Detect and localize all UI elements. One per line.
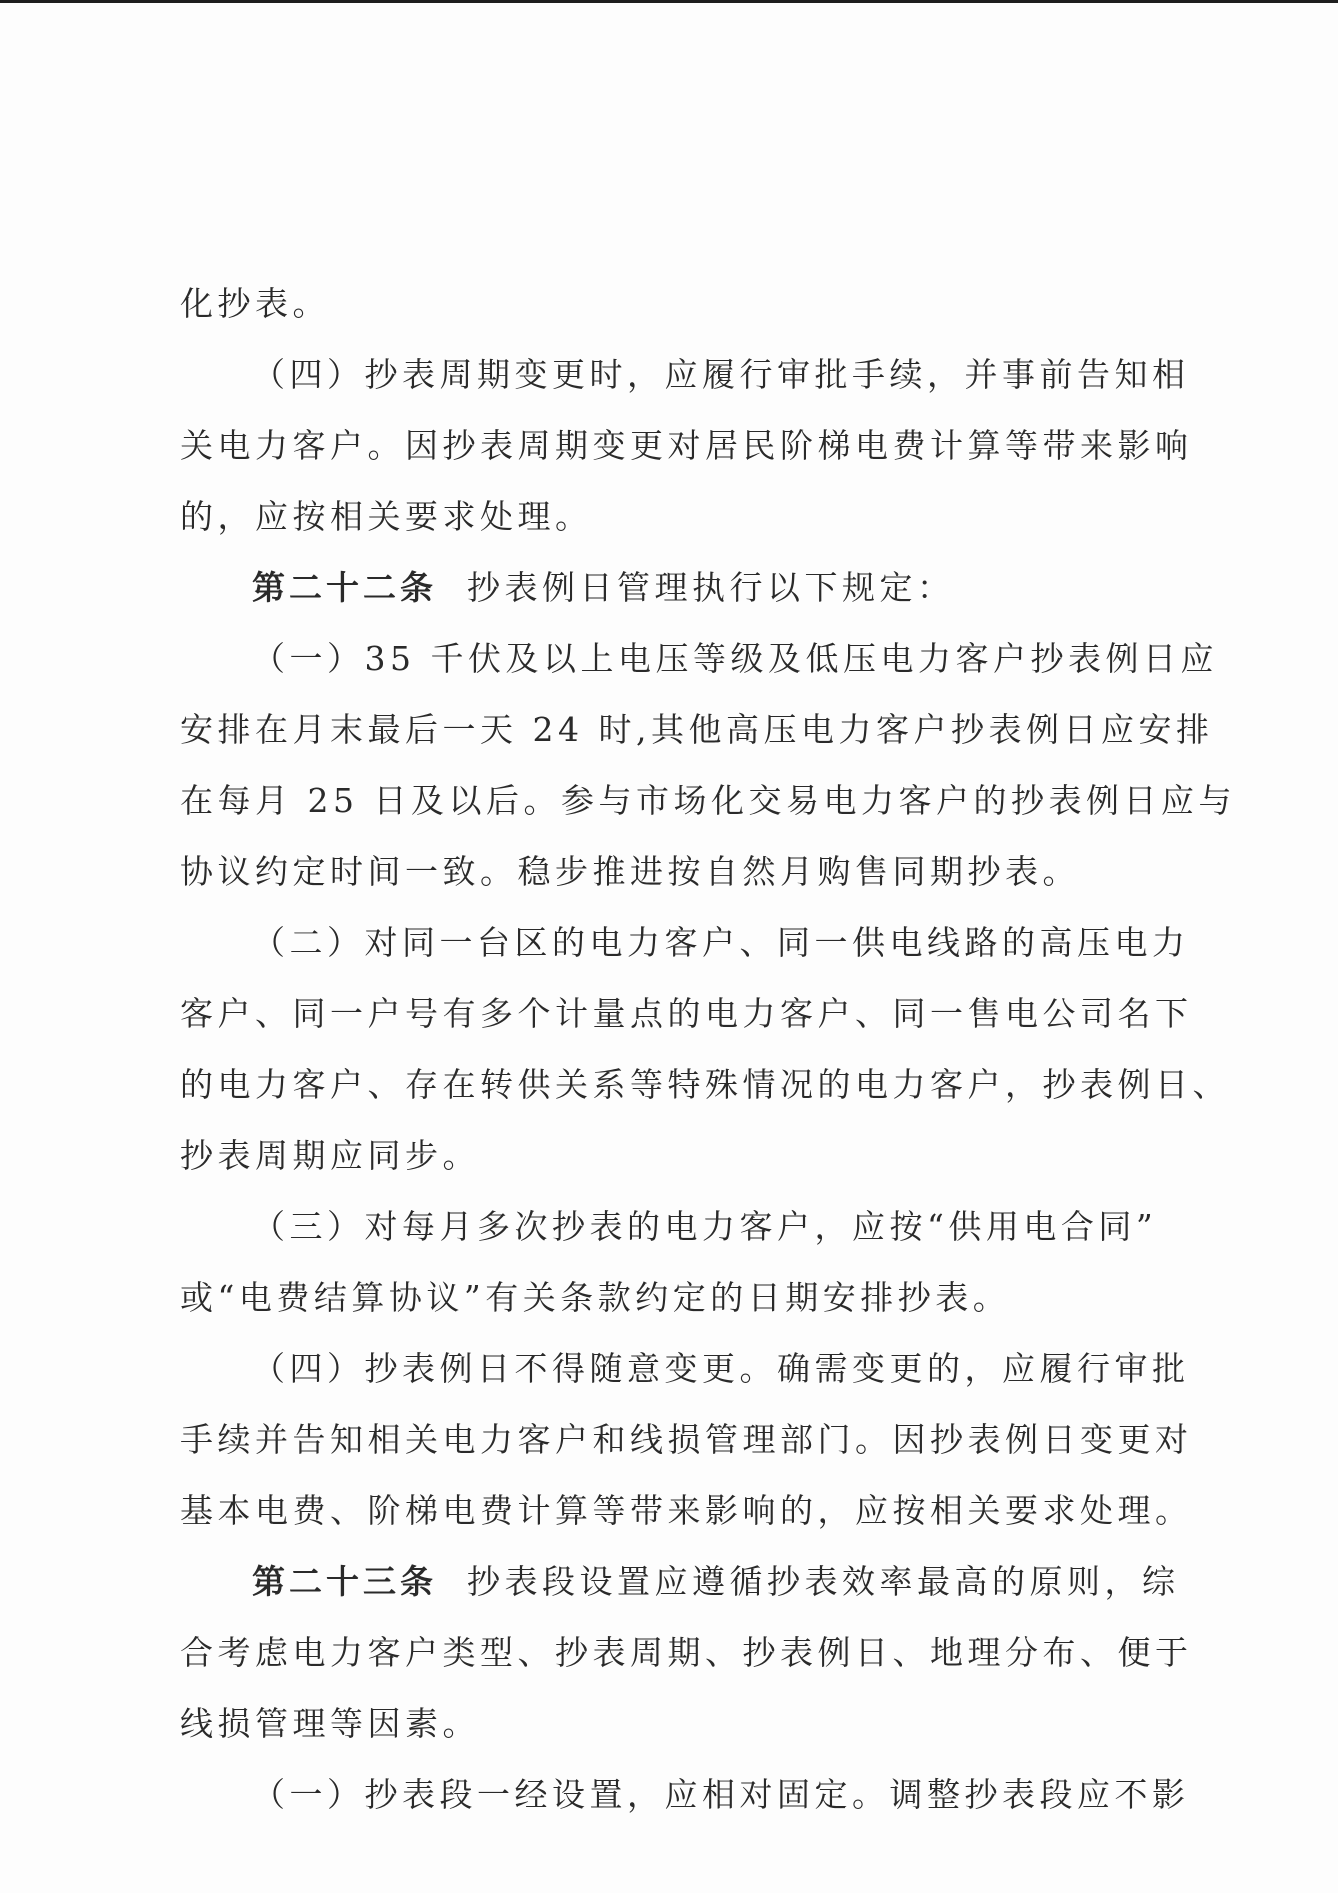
text-line: （一）35 千伏及以上电压等级及低压电力客户抄表例日应 [252, 639, 1218, 678]
text-line: 的电力客户、存在转供关系等特殊情况的电力客户，抄表例日、 [180, 1065, 1230, 1104]
text-line: 基本电费、阶梯电费计算等带来影响的，应按相关要求处理。 [180, 1491, 1193, 1530]
text-line: 协议约定时间一致。稳步推进按自然月购售同期抄表。 [180, 852, 1080, 891]
page-top-border [0, 0, 1338, 3]
article-heading: 第二十三条 [252, 1562, 437, 1601]
text-line: 抄表周期应同步。 [180, 1136, 480, 1175]
text-line: 关电力客户。因抄表周期变更对居民阶梯电费计算等带来影响 [180, 426, 1193, 465]
text-line: 或“电费结算协议”有关条款约定的日期安排抄表。 [180, 1278, 1011, 1317]
text-line: （四）抄表例日不得随意变更。确需变更的，应履行审批 [252, 1349, 1190, 1388]
article-text: 抄表例日管理执行以下规定： [467, 568, 955, 607]
text-line: 在每月 25 日及以后。参与市场化交易电力客户的抄表例日应与 [180, 781, 1236, 820]
text-line: 化抄表。 [180, 284, 330, 323]
text-line: （四）抄表周期变更时，应履行审批手续，并事前告知相 [252, 355, 1190, 394]
text-line: 合考虑电力客户类型、抄表周期、抄表例日、地理分布、便于 [180, 1633, 1193, 1672]
text-line: （一）抄表段一经设置，应相对固定。调整抄表段应不影 [252, 1775, 1190, 1814]
text-line: 客户、同一户号有多个计量点的电力客户、同一售电公司名下 [180, 994, 1193, 1033]
article-text: 抄表段设置应遵循抄表效率最高的原则，综 [467, 1562, 1180, 1601]
article-22-line [180, 552, 1160, 623]
document-body [180, 268, 1236, 1830]
text-line: （二）对同一台区的电力客户、同一供电线路的高压电力 [252, 923, 1190, 962]
text-line: （三）对每月多次抄表的电力客户，应按“供用电合同” [252, 1207, 1158, 1246]
article-23-line [180, 1546, 1180, 1617]
article-heading: 第二十二条 [252, 568, 437, 607]
text-line: 的，应按相关要求处理。 [180, 497, 593, 536]
text-line: 手续并告知相关电力客户和线损管理部门。因抄表例日变更对 [180, 1420, 1193, 1459]
text-line: 线损管理等因素。 [180, 1704, 480, 1743]
text-line: 安排在月末最后一天 24 时,其他高压电力客户抄表例日应安排 [180, 710, 1214, 749]
